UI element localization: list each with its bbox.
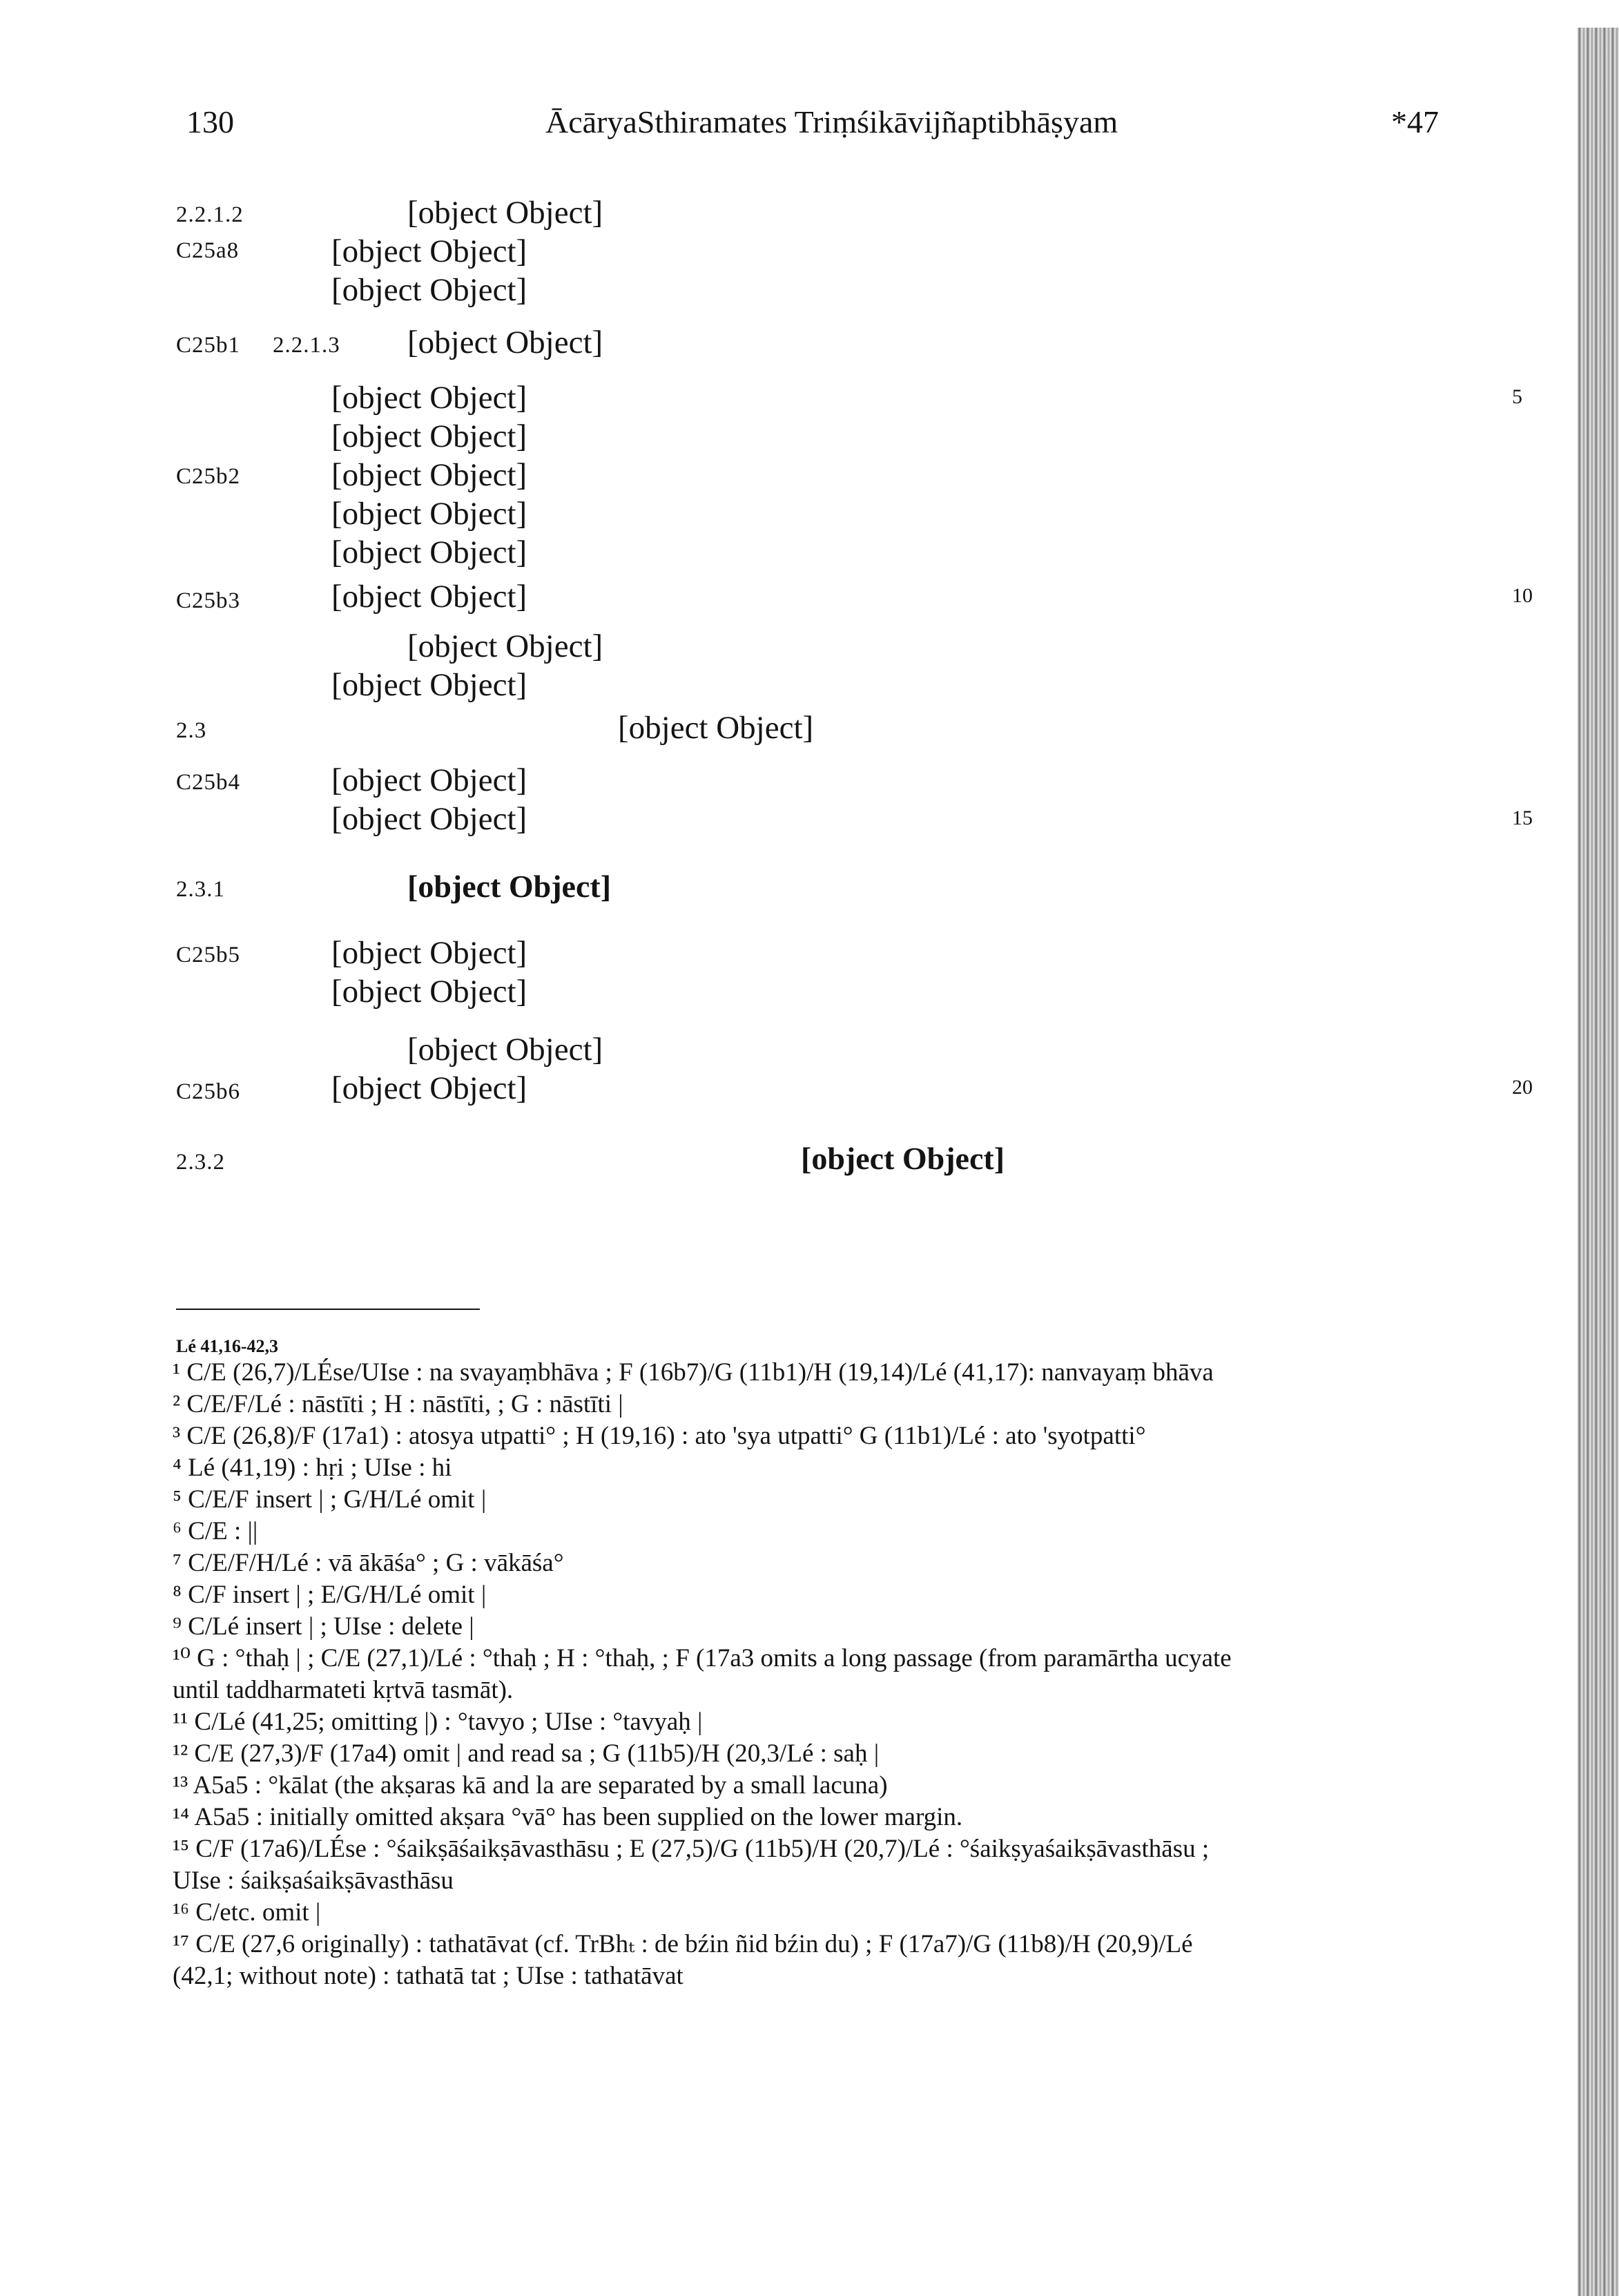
text-line: [object Object] [407, 628, 603, 664]
running-title: ĀcāryaSthiramates Triṃśikāvijñaptibhāṣyam [545, 104, 1118, 139]
ms-folio-mark: C25b3 [176, 588, 241, 613]
footnote: until taddharmateti kṛtvā tasmāt). [173, 1676, 514, 1704]
verse-line: [object Object] [407, 869, 612, 904]
text-line: [object Object] [407, 1032, 603, 1068]
text-line: [object Object] [331, 457, 527, 493]
folio-number: *47 [1391, 104, 1439, 139]
footnote: UIse : śaikṣaśaikṣāvasthāsu [173, 1866, 454, 1895]
text-line: [object Object] [331, 496, 527, 532]
line-number: 20 [1512, 1076, 1533, 1099]
verse-line: [object Object] [618, 710, 814, 746]
section-mark: 2.3 [176, 718, 207, 743]
footnote: ² C/E/F/Lé : nāstīti ; H : nāstīti, ; G : nāstīti | [173, 1390, 623, 1418]
text-line: [object Object] [331, 579, 527, 615]
scanned-page-edge [1578, 28, 1619, 2296]
ms-folio-mark: C25b6 [176, 1079, 241, 1104]
text-line: [object Object] [407, 325, 603, 360]
text-line: [object Object] [331, 1070, 527, 1106]
text-line: [object Object] [331, 380, 527, 416]
footnote: ⁹ C/Lé insert | ; UIse : delete | [173, 1612, 474, 1641]
verse-line: [object Object] [801, 1141, 1005, 1176]
ms-folio-mark: C25b2 [176, 464, 241, 489]
section-mark: 2.3.1 [176, 877, 225, 902]
text-line: [object Object] [331, 667, 527, 703]
text-line: [object Object] [331, 801, 527, 837]
text-line: [object Object] [331, 974, 527, 1010]
footnote: ¹² C/E (27,3)/F (17a4) omit | and read sa ; G (11b5)/H (20,3/Lé : saḥ | [173, 1739, 880, 1768]
footnote: ¹⁵ C/F (17a6)/LÉse : °śaikṣāśaikṣāvasthāsu ; E (27,5)/G (11b5)/H (20,7)/Lé : °śaikṣyaśaikṣāvasthāsu ; [173, 1835, 1210, 1863]
footnote-reference: Lé 41,16-42,3 [176, 1336, 279, 1356]
text-line: [object Object] [407, 195, 603, 231]
ms-folio-mark: C25b1 [176, 333, 241, 358]
footnote: ¹⁴ A5a5 : initially omitted akṣara °vā° has been supplied on the lower margin. [173, 1803, 963, 1831]
text-line: [object Object] [331, 418, 527, 454]
ms-folio-mark: C25a8 [176, 238, 240, 263]
text-line: [object Object] [331, 935, 527, 971]
footnote: ³ C/E (26,8)/F (17a1) : atosya utpatti° ; H (19,16) : ato 'sya utpatti° G (11b1)/Lé : ato 'syotpatti° [173, 1422, 1146, 1450]
footnote: ⁶ C/E : || [173, 1517, 258, 1545]
text-line: [object Object] [331, 762, 527, 798]
footnote: ¹ C/E (26,7)/LÉse/UIse : na svayaṃbhāva ; F (16b7)/G (11b1)/H (19,14)/Lé (41,17): nanvayaṃ bhāva [173, 1358, 1214, 1387]
footnote: ¹⁷ C/E (27,6 originally) : tathatāvat (cf. TrBhₜ : de bźin ñid bźin du) ; F (17a7)/G (11b8)/H (20,9)/Lé [173, 1930, 1193, 1958]
footnote: ⁷ C/E/F/H/Lé : vā ākāśa° ; G : vākāśa° [173, 1549, 564, 1577]
footnote: (42,1; without note) : tathatā tat ; UIse : tathatāvat [173, 1962, 684, 1990]
footnote: ¹⁰ G : °thaḥ | ; C/E (27,1)/Lé : °thaḥ ; H : °thaḥ, ; F (17a3 omits a long passage (from paramārtha ucyate [173, 1644, 1232, 1672]
line-number: 10 [1512, 584, 1533, 607]
footnote: ⁵ C/E/F insert | ; G/H/Lé omit | [173, 1485, 487, 1514]
section-mark: 2.2.1.3 [273, 333, 340, 358]
ms-folio-mark: C25b5 [176, 943, 241, 967]
footnote: ¹¹ C/Lé (41,25; omitting |) : °tavyo ; UIse : °tavyaḥ | [173, 1708, 703, 1736]
page-number: 130 [186, 104, 234, 139]
ms-folio-mark: C25b4 [176, 770, 241, 795]
text-line: [object Object] [331, 534, 527, 570]
text-line: [object Object] [331, 272, 527, 308]
footnote: ¹⁶ C/etc. omit | [173, 1898, 321, 1927]
text-line: [object Object] [331, 233, 527, 269]
footnote: ⁸ C/F insert | ; E/G/H/Lé omit | [173, 1581, 487, 1609]
footnote: ⁴ Lé (41,19) : hṛi ; UIse : hi [173, 1454, 452, 1482]
section-mark: 2.3.2 [176, 1150, 225, 1175]
footnote: ¹³ A5a5 : °kālat (the akṣaras kā and la are separated by a small lacuna) [173, 1771, 888, 1800]
line-number: 5 [1512, 385, 1522, 408]
section-mark: 2.2.1.2 [176, 202, 244, 227]
line-number: 15 [1512, 807, 1533, 829]
footnote-rule [176, 1309, 480, 1310]
